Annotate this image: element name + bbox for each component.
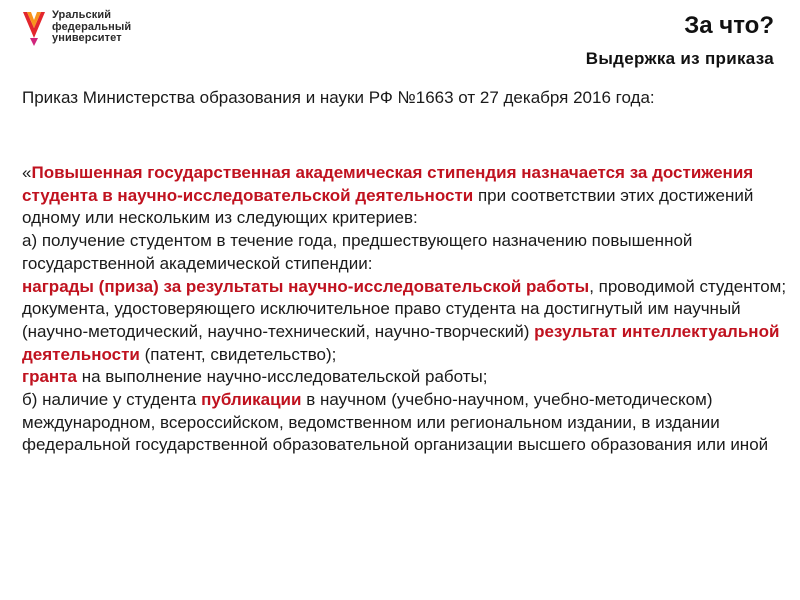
highlight-intellectual-result: результат интеллектуальной деятельности (22, 321, 780, 364)
logo-line-3: университет (52, 32, 122, 44)
excerpt-text: в научном (учебно-научном, учебно-методическом) международном, всероссийском, ведомственном или региональном издании, в издании федеральной государственной образовательной организации высшего образования или иной (22, 390, 769, 455)
highlight-scholarship: Повышенная государственная академическая стипендия назначается за достижения студента в научно-исследовательской деятельности (22, 163, 754, 205)
slide-title: За что? (684, 12, 774, 39)
excerpt-paragraph-4 (22, 298, 797, 366)
excerpt-paragraph-5 (22, 366, 797, 389)
excerpt-text: при соответствии этих достижений одному или нескольким из следующих критериев: (22, 185, 754, 228)
quote-open-mark: « (22, 163, 32, 182)
excerpt-text: , проводимой студентом; (589, 276, 787, 296)
highlight-grant: гранта (22, 367, 77, 387)
university-logo-icon (22, 10, 46, 46)
slide-subtitle: Выдержка из приказа (585, 49, 774, 68)
excerpt-text: на выполнение научно-исследовательской работы; (76, 367, 488, 387)
order-excerpt (22, 162, 797, 457)
order-title: Приказ Министерства образования и науки РФ №1663 от 27 декабря 2016 года: (22, 88, 655, 107)
logo-line-1: Уральский (52, 9, 112, 21)
excerpt-text: б) наличие у студента (22, 390, 202, 410)
highlight-awards: награды (приза) за результаты научно-исследовательской работы (22, 276, 590, 296)
excerpt-text: (патент, свидетельство); (139, 344, 337, 364)
excerpt-paragraph-6 (22, 389, 797, 457)
logo-line-2: федеральный (52, 20, 132, 33)
logo-text (52, 10, 131, 45)
university-logo (22, 10, 131, 46)
excerpt-paragraph-3 (22, 276, 797, 299)
highlight-publication: публикации (201, 390, 302, 410)
excerpt-paragraph-1 (22, 162, 797, 230)
excerpt-paragraph-2: а) получение студентом в течение года, предшествующего назначению повышенной государственной академической стипендии: (22, 231, 693, 273)
excerpt-text: документа, удостоверяющего исключительное право студента на достигнутый им научный (научно-методический, научно-технический, научно-творческий) (22, 299, 741, 341)
